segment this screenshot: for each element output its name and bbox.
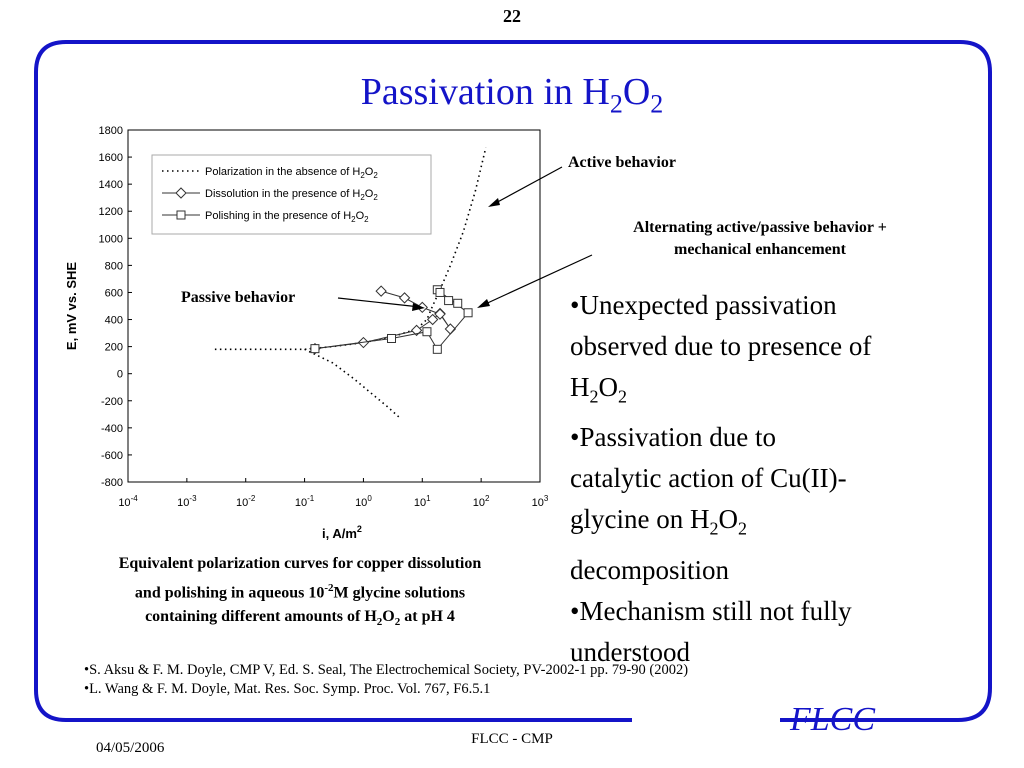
x-tick-label: $10^{-3}$ [177, 494, 197, 509]
legend-label-polishing: Polishing in the presence of $H_2O_2$ [205, 210, 369, 224]
x-tick-label: $10^0$ [355, 494, 372, 509]
x-tick-label: $10^{-1}$ [294, 494, 315, 509]
x-tick-label: $10^2$ [472, 494, 490, 509]
page-number: 22 [503, 6, 521, 26]
polishing-point [433, 345, 441, 353]
y-tick-label: 1600 [98, 152, 123, 165]
polishing-point [388, 334, 396, 342]
legend-label-dissolution: Dissolution in the presence of $H_2O_2$ [205, 188, 378, 202]
alternating-behavior-label: Alternating active/passive behavior + mechanical enhancement [633, 219, 887, 258]
x-axis [118, 478, 549, 509]
arrowhead-alternating [477, 299, 490, 308]
x-tick-label: $10^3$ [531, 494, 549, 509]
polishing-point [454, 299, 462, 307]
series-polarization-cathodic-line [305, 349, 399, 417]
polishing-point [423, 328, 431, 336]
y-tick-label: -400 [100, 422, 123, 435]
polishing-point [311, 345, 319, 353]
footer-date: 04/05/2006 [96, 740, 165, 756]
y-tick-label: 0 [116, 368, 123, 381]
y-tick-label: 200 [104, 341, 123, 354]
y-tick-label: 800 [104, 260, 123, 273]
y-tick-label: 600 [104, 287, 123, 300]
polishing-point [464, 309, 472, 317]
arrowhead-active [488, 198, 500, 207]
dissolution-point [435, 309, 445, 319]
figure-caption: Equivalent polarization curves for copper dissolution and polishing in aqueous $10^{-2}M$ glycine solutions containing different amounts of $H_2O_2$ at pH 4 [118, 555, 482, 629]
flcc-logo: FLCC [790, 701, 876, 738]
x-tick-label: $10^{-2}$ [236, 494, 256, 509]
slide-title: Passivation in $H_2O_2$ [360, 71, 664, 119]
legend [152, 155, 431, 234]
x-tick-label: $10^1$ [413, 494, 431, 509]
reference-1: •S. Aksu & F. M. Doyle, CMP V, Ed. S. Seal, The Electrochemical Society, PV-2002-1 pp. 79-90 (2002) [84, 662, 689, 678]
y-tick-label: 1800 [98, 125, 123, 137]
legend-square-marker [177, 211, 185, 219]
y-axis [99, 125, 132, 489]
arrow-active [492, 167, 562, 205]
references [84, 661, 688, 699]
footer-title: FLCC - CMP [471, 731, 553, 747]
bullet-list: •Unexpected passivation observed due to presence of $H_2O_2$ •Passivation due to catalytic action of Cu(II)- glycine on $H_2O_2$ decomposition •Mechanism still not fully understood [570, 290, 872, 667]
x-axis-title: i, $A/m^2$ [322, 524, 362, 541]
y-tick-label: 1000 [98, 233, 123, 246]
y-tick-label: 1200 [98, 206, 123, 219]
polishing-point [445, 297, 453, 305]
reference-2: •L. Wang & F. M. Doyle, Mat. Res. Soc. Symp. Proc. Vol. 767, F6.5.1 [84, 681, 491, 697]
y-tick-label: -600 [100, 449, 123, 462]
dissolution-point [376, 286, 386, 296]
y-tick-label: -200 [100, 395, 123, 408]
active-behavior-label: Active behavior [568, 154, 676, 171]
passive-behavior-label: Passive behavior [181, 289, 296, 306]
y-tick-label: 400 [104, 314, 123, 327]
x-tick-label: $10^{-4}$ [118, 494, 138, 509]
y-tick-label: 1400 [98, 179, 123, 192]
dissolution-point [400, 293, 410, 303]
y-tick-label: -800 [100, 477, 123, 489]
y-axis-title: E, mV vs. SHE [64, 261, 79, 351]
polishing-point [436, 288, 444, 296]
legend-label-polarization: Polarization in the absence of $H_2O_2$ [205, 166, 378, 180]
